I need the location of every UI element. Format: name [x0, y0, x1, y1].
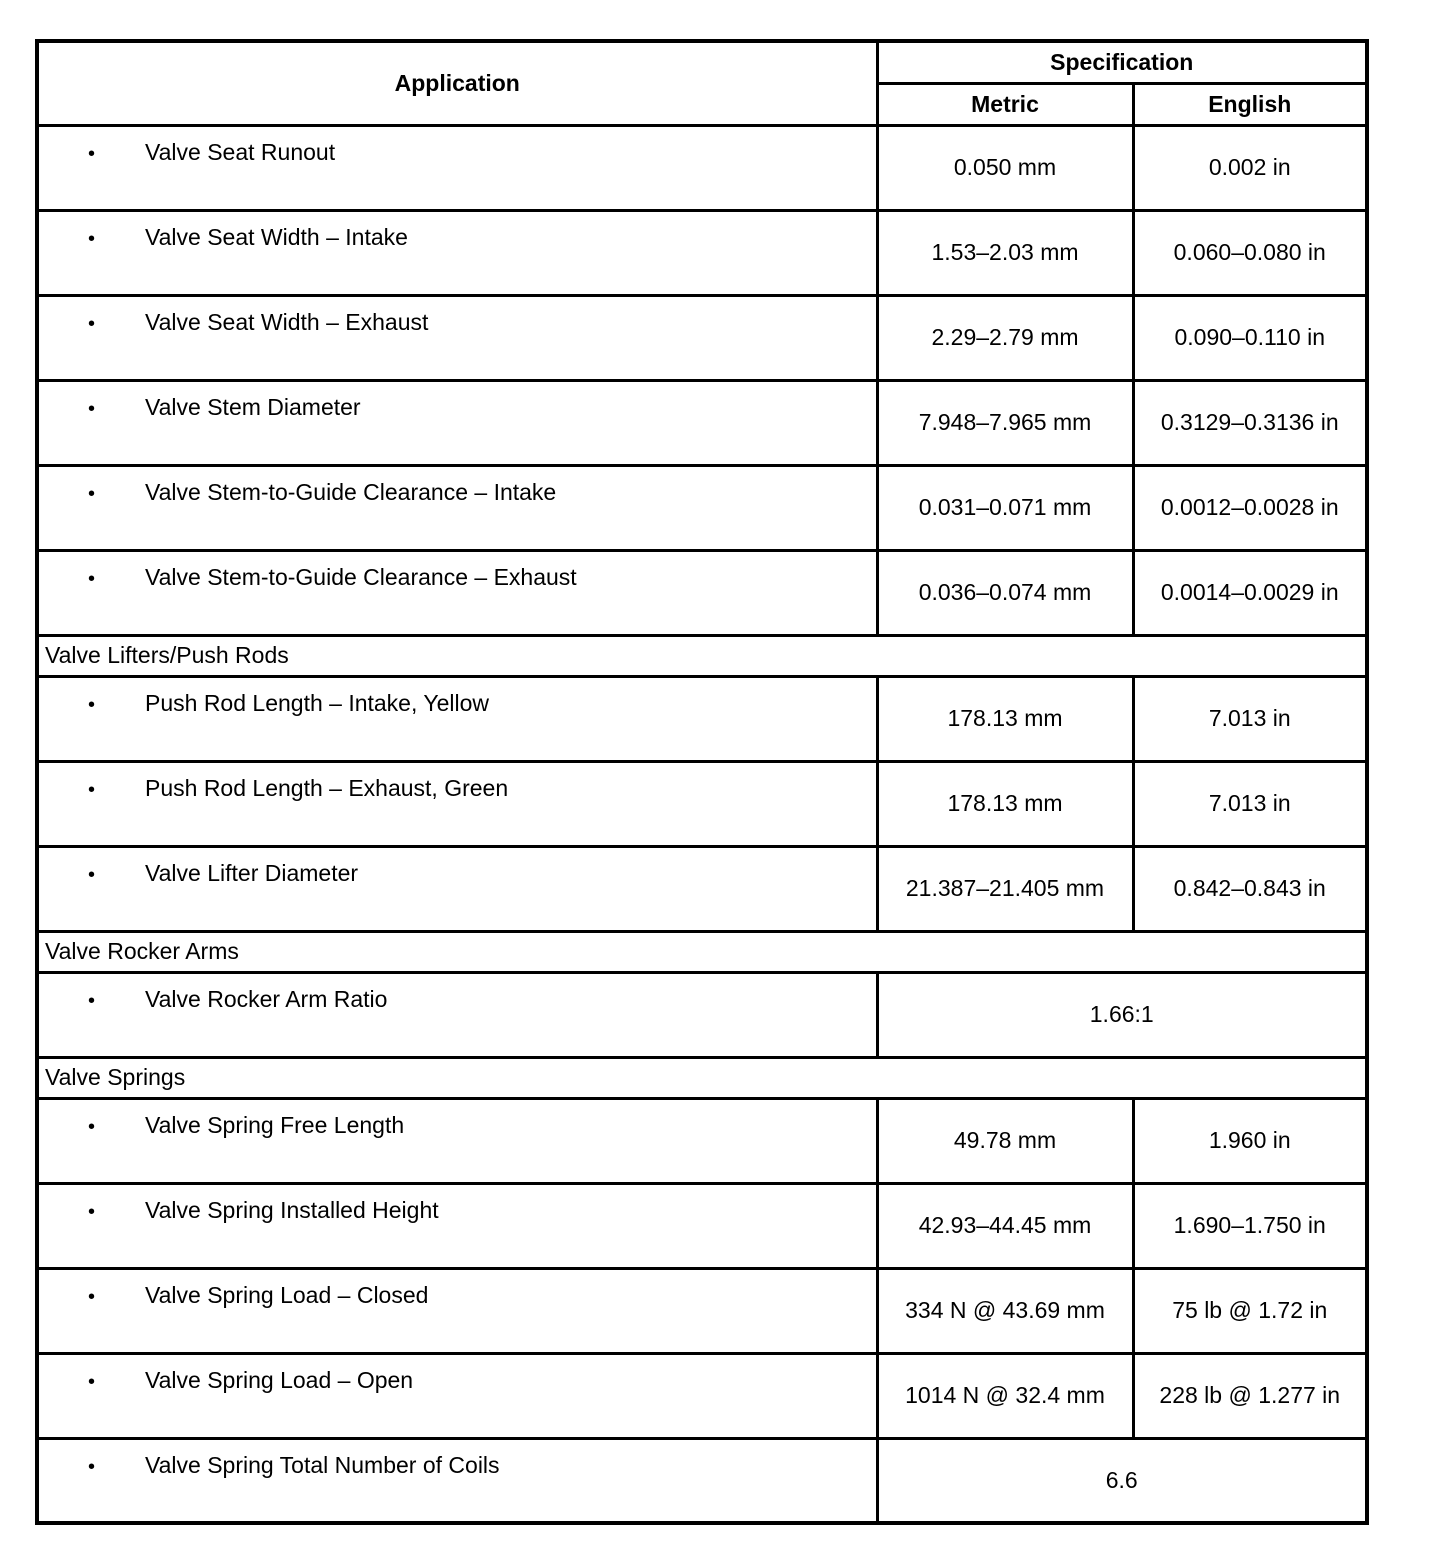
application-cell	[37, 676, 877, 761]
table-row	[37, 125, 1367, 210]
bullet-icon: •	[88, 312, 96, 335]
table-row	[37, 676, 1367, 761]
metric-value-cell: 0.031–0.071 mm	[877, 465, 1133, 550]
english-value-cell: 7.013 in	[1133, 676, 1367, 761]
application-label: Valve Spring Total Number of Coils	[145, 1451, 500, 1478]
bullet-icon: •	[88, 989, 96, 1012]
bullet-icon: •	[88, 1455, 96, 1478]
metric-value-cell: 178.13 mm	[877, 676, 1133, 761]
table-row	[37, 380, 1367, 465]
metric-value-cell: 7.948–7.965 mm	[877, 380, 1133, 465]
bullet-icon: •	[88, 567, 96, 590]
bullet-icon: •	[88, 397, 96, 420]
english-column-header: English	[1133, 83, 1367, 125]
bullet-icon: •	[88, 1370, 96, 1393]
application-cell	[37, 972, 877, 1057]
metric-value-cell: 21.387–21.405 mm	[877, 846, 1133, 931]
section-title: Valve Rocker Arms	[37, 931, 1367, 972]
application-cell	[37, 1438, 877, 1523]
application-label: Valve Seat Width – Intake	[145, 223, 408, 250]
application-cell	[37, 465, 877, 550]
specification-table	[35, 39, 1369, 1525]
bullet-icon: •	[88, 693, 96, 716]
english-value-cell: 228 lb @ 1.277 in	[1133, 1353, 1367, 1438]
application-cell	[37, 1268, 877, 1353]
application-label: Valve Stem-to-Guide Clearance – Exhaust	[145, 563, 577, 590]
specification-value-cell: 1.66:1	[877, 972, 1367, 1057]
application-cell	[37, 550, 877, 635]
bullet-icon: •	[88, 1285, 96, 1308]
english-value-cell: 7.013 in	[1133, 761, 1367, 846]
application-cell	[37, 1353, 877, 1438]
table-row	[37, 846, 1367, 931]
application-label: Valve Stem Diameter	[145, 393, 361, 420]
bullet-icon: •	[88, 863, 96, 886]
metric-value-cell: 334 N @ 43.69 mm	[877, 1268, 1133, 1353]
table-row	[37, 761, 1367, 846]
bullet-icon: •	[88, 142, 96, 165]
table-row	[37, 550, 1367, 635]
metric-column-header: Metric	[877, 83, 1133, 125]
table-body	[37, 125, 1367, 1523]
table-row	[37, 972, 1367, 1057]
table-row	[37, 465, 1367, 550]
application-cell	[37, 125, 877, 210]
application-label: Valve Seat Runout	[145, 138, 336, 165]
application-label: Valve Spring Installed Height	[145, 1196, 439, 1223]
metric-value-cell: 1014 N @ 32.4 mm	[877, 1353, 1133, 1438]
application-cell	[37, 210, 877, 295]
english-value-cell: 0.842–0.843 in	[1133, 846, 1367, 931]
table-row	[37, 295, 1367, 380]
english-value-cell: 1.960 in	[1133, 1098, 1367, 1183]
metric-value-cell: 0.036–0.074 mm	[877, 550, 1133, 635]
english-value-cell: 0.3129–0.3136 in	[1133, 380, 1367, 465]
application-label: Push Rod Length – Intake, Yellow	[145, 689, 489, 716]
application-cell	[37, 380, 877, 465]
table-row	[37, 210, 1367, 295]
table-row	[37, 1268, 1367, 1353]
application-label: Valve Rocker Arm Ratio	[145, 985, 388, 1012]
bullet-icon: •	[88, 1115, 96, 1138]
metric-value-cell: 2.29–2.79 mm	[877, 295, 1133, 380]
table-row	[37, 1183, 1367, 1268]
specification-value-cell: 6.6	[877, 1438, 1367, 1523]
application-label: Valve Spring Load – Closed	[145, 1281, 429, 1308]
bullet-icon: •	[88, 1200, 96, 1223]
english-value-cell: 1.690–1.750 in	[1133, 1183, 1367, 1268]
english-value-cell: 0.002 in	[1133, 125, 1367, 210]
metric-value-cell: 42.93–44.45 mm	[877, 1183, 1133, 1268]
metric-value-cell: 49.78 mm	[877, 1098, 1133, 1183]
table-header	[37, 41, 1367, 125]
english-value-cell: 75 lb @ 1.72 in	[1133, 1268, 1367, 1353]
section-title: Valve Springs	[37, 1057, 1367, 1098]
application-label: Valve Spring Load – Open	[145, 1366, 414, 1393]
metric-value-cell: 0.050 mm	[877, 125, 1133, 210]
metric-value-cell: 1.53–2.03 mm	[877, 210, 1133, 295]
application-label: Push Rod Length – Exhaust, Green	[145, 774, 509, 801]
bullet-icon: •	[88, 778, 96, 801]
section-row	[37, 931, 1367, 972]
section-title: Valve Lifters/Push Rods	[37, 635, 1367, 676]
application-cell	[37, 761, 877, 846]
application-cell	[37, 1098, 877, 1183]
table-row	[37, 1438, 1367, 1523]
table-row	[37, 1353, 1367, 1438]
application-label: Valve Stem-to-Guide Clearance – Intake	[145, 478, 557, 505]
english-value-cell: 0.060–0.080 in	[1133, 210, 1367, 295]
english-value-cell: 0.0012–0.0028 in	[1133, 465, 1367, 550]
english-value-cell: 0.0014–0.0029 in	[1133, 550, 1367, 635]
application-label: Valve Seat Width – Exhaust	[145, 308, 429, 335]
bullet-icon: •	[88, 482, 96, 505]
application-cell	[37, 295, 877, 380]
english-value-cell: 0.090–0.110 in	[1133, 295, 1367, 380]
table-row	[37, 1098, 1367, 1183]
application-label: Valve Spring Free Length	[145, 1111, 405, 1138]
application-cell	[37, 846, 877, 931]
section-row	[37, 635, 1367, 676]
application-label: Valve Lifter Diameter	[145, 859, 359, 886]
section-row	[37, 1057, 1367, 1098]
application-cell	[37, 1183, 877, 1268]
bullet-icon: •	[88, 227, 96, 250]
metric-value-cell: 178.13 mm	[877, 761, 1133, 846]
application-column-header: Application	[37, 41, 877, 125]
specification-column-header: Specification	[877, 41, 1367, 83]
